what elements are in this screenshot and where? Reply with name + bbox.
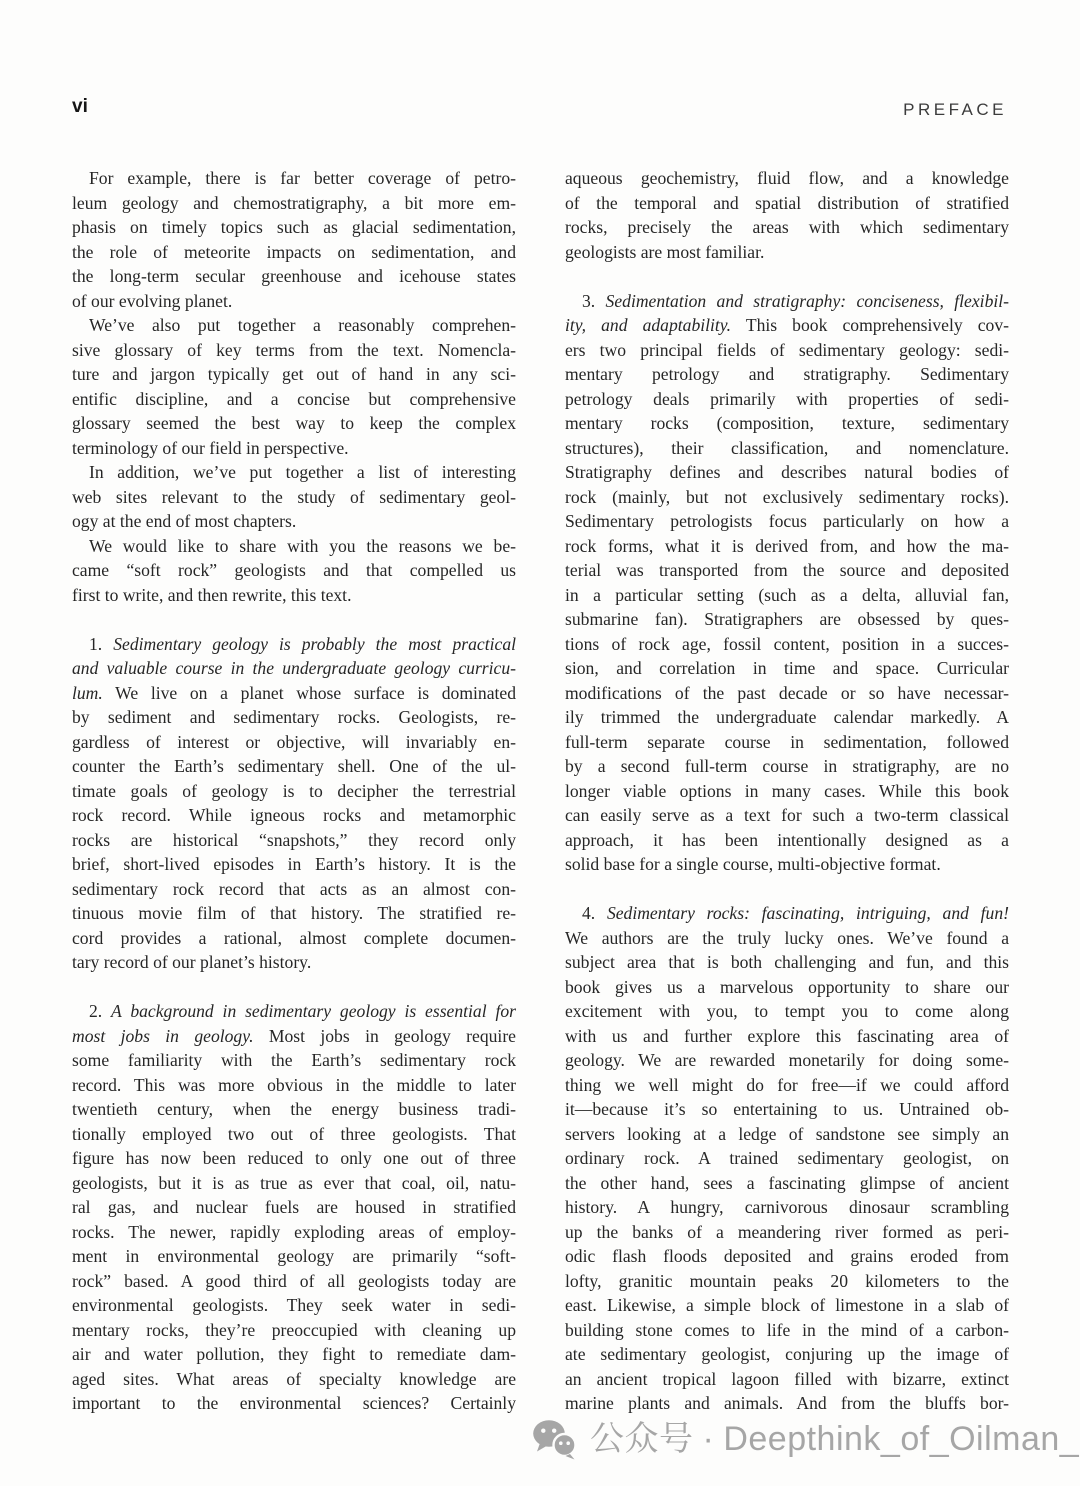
text-line: excitement with you, to tempt you to come along — [565, 1001, 1009, 1021]
text-line: sive glossary of key terms from the text. Nomencla- — [72, 339, 516, 360]
text-line: We would like to share with you the reasons we be- — [89, 535, 516, 556]
text-line: timate goals of geology is to decipher the terrestrial — [72, 780, 516, 801]
text-line: the role of meteorite impacts on sedimentation, and — [72, 241, 516, 262]
text-line: ral gas, and nuclear fuels are housed in stratified — [72, 1197, 516, 1217]
text-line: We authors are the truly lucky ones. We’ve found a — [565, 927, 1009, 948]
text-line: structures), their classification, and nomenclature. — [565, 437, 1009, 458]
text-line: history. A hungry, carnivorous dinosaur scrambling — [565, 1197, 1009, 1217]
text-line: submarine fan). Stratigraphers are obsessed by ques- — [565, 609, 1009, 629]
text-line: ment in environmental geology are primarily “soft- — [72, 1246, 516, 1266]
paragraph — [565, 901, 1009, 1416]
text-line: some familiarity with the Earth’s sedimentary rock — [72, 1050, 516, 1070]
text-line: air and water pollution, they fight to remediate dam- — [72, 1344, 516, 1364]
page-number: vi — [72, 96, 88, 117]
text-line: lofty, granitic mountain peaks 20 kilometers to the — [565, 1270, 1009, 1291]
text-line: of our evolving planet. — [72, 290, 233, 311]
text-line: of the temporal and spatial distribution of stratified — [565, 192, 1009, 213]
text-line: the long-term secular greenhouse and icehouse states — [72, 266, 516, 286]
text-line: terminology of our field in perspective. — [72, 437, 349, 458]
text-line: lum. We live on a planet whose surface is dominated — [72, 682, 516, 703]
text-line: ate sedimentary geologist, conjuring up the image of — [565, 1344, 1009, 1364]
text-line: first to write, and then rewrite, this text. — [72, 584, 352, 605]
text-line: 4. Sedimentary rocks: fascinating, intriguing, and fun! — [582, 903, 1009, 923]
text-line: leum geology and chemostratigraphy, a bit more em- — [72, 192, 516, 213]
text-line: counter the Earth’s sedimentary shell. One of the ul- — [72, 756, 516, 776]
text-line: 2. A background in sedimentary geology is essential for — [89, 1001, 516, 1021]
text-line: by a second full-term course in stratigraphy, are no — [565, 756, 1009, 776]
text-line: most jobs in geology. Most jobs in geology require — [72, 1025, 516, 1046]
text-line: full-term separate course in sedimentation, followed — [565, 731, 1009, 752]
text-line: rock” based. A good third of all geologists today are — [72, 1270, 516, 1291]
watermark-account-name: Deepthink_of_Oilman_ — [723, 1420, 1080, 1458]
text-line: Stratigraphy defines and describes natural bodies of — [565, 462, 1009, 482]
text-line: east. Likewise, a simple block of limestone in a slab of — [565, 1295, 1009, 1315]
text-line: entific discipline, and a concise but comprehensive — [72, 388, 516, 409]
text-line: came “soft rock” geologists and that compelled us — [72, 560, 516, 580]
text-line: the other hand, sees a fascinating glimpse of ancient — [565, 1172, 1009, 1193]
text-line: mentary rocks, they’re preoccupied with cleaning up — [72, 1319, 516, 1340]
text-line: tionally employed two out of three geologists. That — [72, 1123, 516, 1144]
text-line: in a particular setting (such as a delta, alluvial fan, — [565, 584, 1009, 605]
text-line: mentary rocks (composition, texture, sedimentary — [565, 413, 1009, 433]
text-line: rock forms, what it is derived from, and how the ma- — [565, 535, 1009, 556]
text-line: thing we well might do for free—if we could afford — [565, 1074, 1009, 1095]
text-line: gardless of interest or objective, will invariably en- — [72, 731, 516, 752]
text-line: geologists, but it is as true as ever that coal, oil, natu- — [72, 1172, 516, 1193]
text-line: odic flash floods deposited and grains eroded from — [565, 1246, 1009, 1266]
text-line: and valuable course in the undergraduate geology curricu- — [72, 658, 516, 678]
text-line: web sites relevant to the study of sedimentary geol- — [72, 486, 516, 507]
text-line: mentary petrology and stratigraphy. Sedimentary — [565, 364, 1009, 384]
text-line: it—because it’s so entertaining to us. Untrained ob- — [565, 1099, 1009, 1119]
text-line: ers two principal fields of sedimentary geology: sedi- — [565, 339, 1009, 360]
text-line: ily trimmed the undergraduate calendar markedly. A — [565, 707, 1009, 727]
text-line: environmental geologists. They seek water in sedi- — [72, 1295, 516, 1315]
text-line: ture and jargon typically get out of hand in any sci- — [72, 364, 516, 384]
text-line: ordinary rock. A trained sedimentary geologist, on — [565, 1148, 1009, 1168]
text-line: record. This was more obvious in the middle to later — [72, 1074, 516, 1095]
text-line: aqueous geochemistry, fluid flow, and a knowledge — [565, 168, 1009, 188]
text-line: aged sites. What areas of specialty knowledge are — [72, 1368, 516, 1389]
text-line: important to the environmental sciences? Certainly — [72, 1393, 516, 1413]
wechat-watermark — [531, 1419, 1079, 1460]
paragraph — [565, 289, 1009, 877]
text-line: approach, it has been intentionally designed as a — [565, 829, 1009, 850]
text-line: sion, and correlation in time and space. Curricular — [565, 658, 1009, 678]
text-line: rocks. The newer, rapidly exploding areas of employ- — [72, 1221, 516, 1242]
text-line: twentieth century, when the energy business tradi- — [72, 1099, 516, 1119]
text-line: tary record of our planet’s history. — [72, 952, 312, 972]
running-head-preface: PREFACE — [903, 100, 1007, 119]
text-line: ogy at the end of most chapters. — [72, 511, 297, 531]
text-line: up the banks of a meandering river formed as peri- — [565, 1221, 1009, 1242]
paragraph — [72, 999, 516, 1416]
text-line: sedimentary rock record that acts as an almost con- — [72, 878, 516, 899]
watermark-wechat-label: 公众号 — [590, 1420, 694, 1458]
watermark-separator: · — [702, 1420, 715, 1458]
text-line: We’ve also put together a reasonably comprehen- — [89, 315, 516, 335]
text-line: terial was transported from the source and deposited — [565, 560, 1009, 580]
text-line: longer viable options in many cases. While this book — [565, 780, 1009, 801]
text-line: tions of rock age, fossil content, position in a succes- — [565, 633, 1009, 654]
text-line: rock (mainly, but not exclusively sedimentary rocks). — [565, 486, 1009, 507]
paragraph — [72, 313, 516, 460]
text-line: petrology deals primarily with properties of sedi- — [565, 388, 1009, 409]
text-line: book gives us a marvelous opportunity to share our — [565, 976, 1009, 997]
text-line: glossary seemed the best way to keep the complex — [72, 413, 516, 433]
text-line: phasis on timely topics such as glacial sedimentation, — [72, 217, 516, 237]
text-line: building stone comes to life in the mind of a carbon- — [565, 1319, 1009, 1340]
text-line: brief, short-lived episodes in Earth’s history. It is the — [72, 854, 516, 874]
watermark-text — [590, 1419, 1079, 1460]
text-line: For example, there is far better coverage of petro- — [89, 168, 516, 188]
paragraph — [72, 460, 516, 534]
text-line: 1. Sedimentary geology is probably the most practical — [89, 633, 517, 654]
text-line: geology. We are rewarded monetarily for doing some- — [565, 1050, 1009, 1070]
text-line: subject area that is both challenging and fun, and this — [565, 952, 1009, 972]
text-line: an ancient tropical lagoon filled with bizarre, extinct — [565, 1368, 1009, 1389]
text-line: figure has now been reduced to only one out of three — [72, 1148, 516, 1168]
paragraph — [565, 166, 1009, 264]
text-line: rocks are historical “snapshots,” they record only — [72, 829, 516, 850]
text-line: Sedimentary petrologists focus particularly on how a — [565, 511, 1009, 531]
text-line: can easily serve as a text for such a two-term classical — [565, 805, 1009, 825]
text-line: servers looking at a ledge of sandstone see simply an — [565, 1123, 1009, 1144]
wechat-icon — [531, 1419, 578, 1460]
text-line: cord provides a rational, almost complete documen- — [72, 927, 516, 948]
text-line: 3. Sedimentation and stratigraphy: conciseness, flexibil- — [582, 290, 1010, 311]
text-line: modifications of the past decade or so have necessar- — [565, 682, 1009, 703]
text-column-left — [72, 166, 516, 1416]
text-line: by sediment and sedimentary rocks. Geologists, re- — [72, 707, 516, 727]
text-line: geologists are most familiar. — [565, 241, 765, 262]
text-line: marine plants and animals. And from the bluffs bor- — [565, 1393, 1009, 1413]
text-line: with us and further explore this fascinating area of — [565, 1025, 1009, 1046]
paragraph — [72, 632, 516, 975]
text-line: tinuous movie film of that history. The stratified re- — [72, 903, 516, 923]
text-line: In addition, we’ve put together a list of interesting — [89, 462, 516, 482]
text-line: rocks, precisely the areas with which sedimentary — [565, 217, 1009, 237]
text-column-right — [565, 166, 1009, 1416]
paragraph — [72, 166, 516, 313]
text-line: rock record. While igneous rocks and metamorphic — [72, 805, 516, 825]
paragraph — [72, 534, 516, 608]
text-line: ity, and adaptability. This book comprehensively cov- — [565, 315, 1009, 335]
text-line: solid base for a single course, multi-objective format. — [565, 854, 941, 874]
